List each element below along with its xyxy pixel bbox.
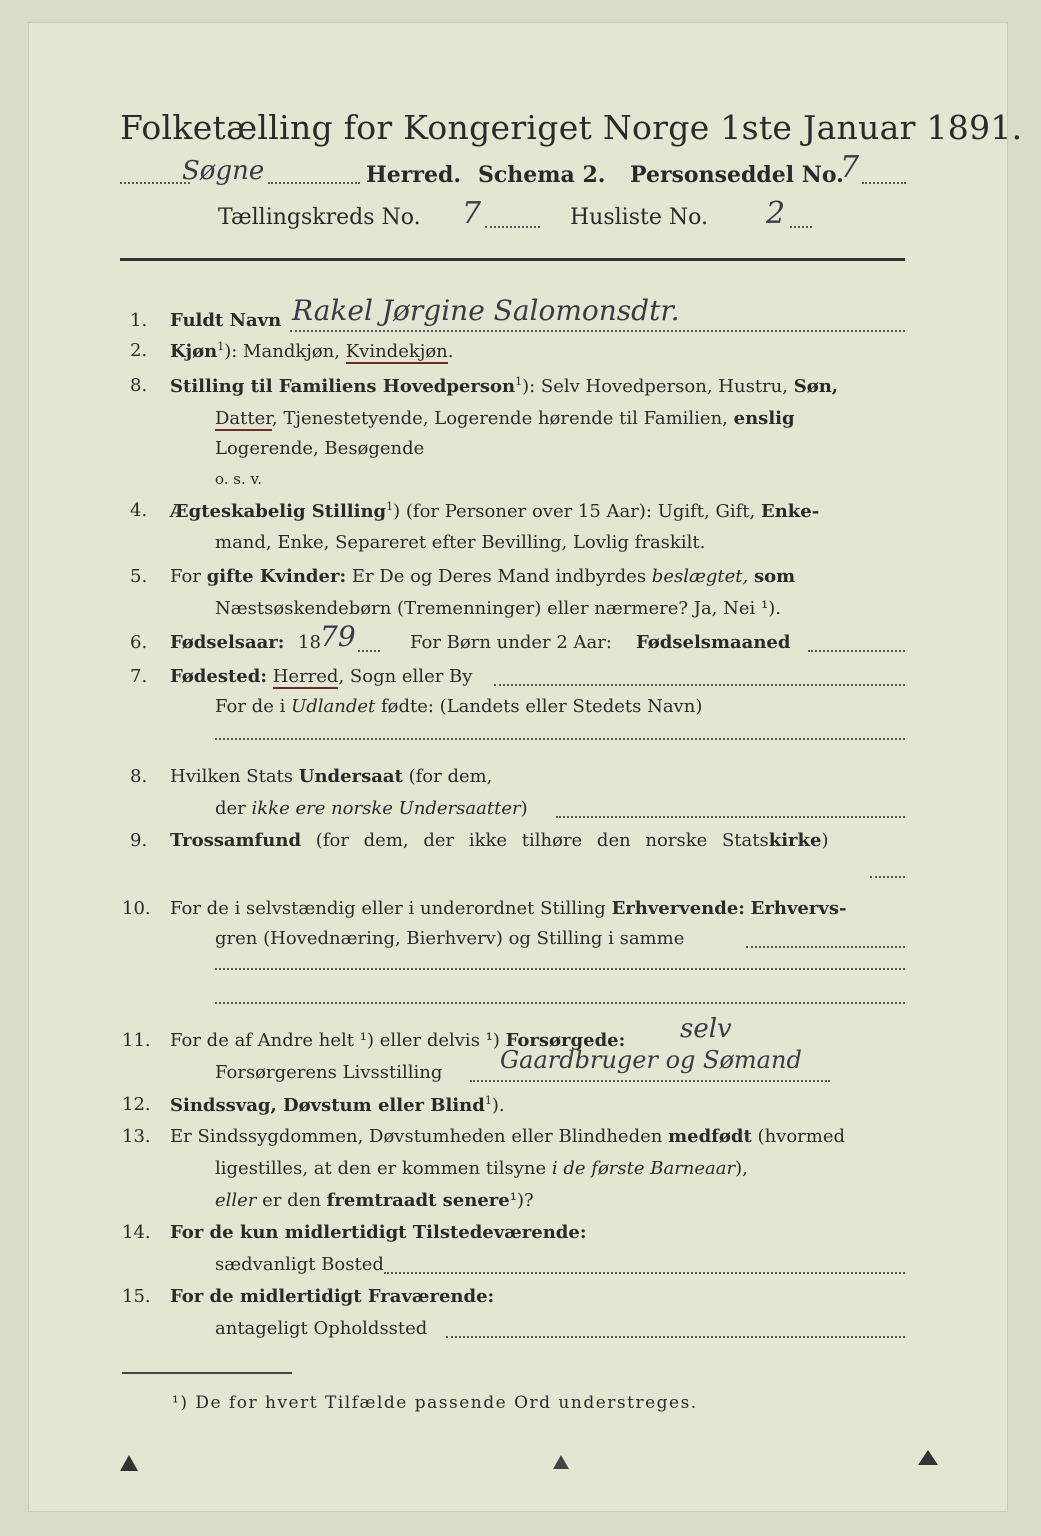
q6-dots-month bbox=[808, 650, 905, 652]
q3-enslig: enslig bbox=[733, 408, 795, 429]
q5-for: For bbox=[170, 566, 201, 587]
personseddel-number: 7 bbox=[840, 150, 860, 185]
q2-label: Kjøn bbox=[170, 341, 218, 362]
q12-line: Sindssvag, Døvstum eller Blind$^1$). bbox=[170, 1094, 505, 1116]
tellingskreds-number: 7 bbox=[462, 196, 482, 231]
q6-label: Fødselsaar: bbox=[170, 632, 285, 653]
q13-fremtraadt: fremtraadt senere bbox=[326, 1190, 510, 1211]
q3-line3: Logerende, Besøgende bbox=[215, 438, 425, 459]
header-rule bbox=[120, 258, 905, 261]
q13-close3: ¹)? bbox=[509, 1190, 534, 1211]
q7-number: 7. bbox=[130, 666, 148, 687]
q7-line1 bbox=[170, 666, 472, 687]
q14-line1: For de kun midlertidigt Tilstedeværende: bbox=[170, 1222, 587, 1243]
q8-text1a: Hvilken Stats bbox=[170, 766, 294, 787]
q4-text1: ) (for Personer over 15 Aar): Ugift, Gift, bbox=[393, 501, 756, 522]
herred-label: Herred. bbox=[366, 162, 462, 188]
q3-line1: Stilling til Familiens Hovedperson$^1$): Selv Hovedperson, Hustru, Søn, bbox=[170, 375, 839, 397]
q5-gifte: gifte Kvinder: bbox=[206, 566, 347, 587]
q7-line2 bbox=[215, 696, 702, 717]
q13-close2: ), bbox=[735, 1158, 748, 1179]
q13-text1: Er Sindssygdommen, Døvstumheden eller Blindheden bbox=[170, 1126, 663, 1147]
form-title: Folketælling for Kongeriget Norge 1ste Januar 1891. bbox=[120, 108, 1023, 147]
q11-answer-livsstilling: Gaardbruger og Sømand bbox=[500, 1046, 802, 1074]
q7-text: , Sogn eller By bbox=[338, 666, 473, 687]
q11-line2: Forsørgerens Livsstilling bbox=[215, 1062, 443, 1083]
q4-line2: mand, Enke, Separeret efter Bevilling, Lovlig fraskilt. bbox=[215, 532, 706, 553]
q11-answer-forsorgede: selv bbox=[680, 1014, 732, 1044]
q7-udlandet: Udlandet bbox=[291, 696, 376, 717]
q9-text: (for dem, der ikke tilhøre den norske Stats bbox=[315, 830, 769, 851]
q6-number: 6. bbox=[130, 632, 148, 653]
q6-maaned: Fødselsmaaned bbox=[636, 632, 791, 653]
q3-text1: ): Selv Hovedperson, Hustru, bbox=[522, 376, 788, 397]
q13-medfodt: medfødt bbox=[668, 1126, 752, 1147]
q1-label: Fuldt Navn bbox=[170, 310, 282, 331]
q10-text1: For de i selvstændig eller i underordnet Stilling bbox=[170, 898, 606, 919]
q8-ikke-ere: ikke ere norske Undersaatter bbox=[251, 798, 521, 819]
q12-label: Sindssvag, Døvstum eller Blind bbox=[170, 1095, 485, 1116]
q13-er-den: er den bbox=[262, 1190, 321, 1211]
q11-forsorgede: Forsørgede: bbox=[505, 1030, 626, 1051]
q4-enke: Enke- bbox=[760, 501, 820, 522]
personseddel-dots bbox=[862, 182, 906, 184]
q7-dots bbox=[494, 684, 905, 686]
q4-label: Ægteskabelig Stilling bbox=[170, 501, 387, 522]
q1-dots bbox=[290, 330, 905, 332]
registration-mark-center bbox=[553, 1455, 569, 1469]
personseddel-label: Personseddel No. bbox=[630, 162, 844, 188]
husliste-number: 2 bbox=[766, 196, 786, 231]
q11-text1: For de af Andre helt ¹) eller delvis ¹) bbox=[170, 1030, 500, 1051]
q10-erhvervende: Erhvervende: bbox=[611, 898, 745, 919]
q10-dots-2 bbox=[215, 968, 905, 970]
q8-number: 8. bbox=[130, 766, 148, 787]
q14-number: 14. bbox=[122, 1222, 151, 1243]
q8-der: der bbox=[215, 798, 246, 819]
q9-close: ) bbox=[821, 830, 829, 851]
q6-text: For Børn under 2 Aar: bbox=[410, 632, 612, 653]
q3-number: 8. bbox=[130, 375, 148, 396]
q10-line2: gren (Hovednæring, Bierhverv) og Stilling i samme bbox=[215, 928, 685, 949]
q7-dots-2 bbox=[215, 738, 905, 740]
q12-number: 12. bbox=[122, 1094, 151, 1115]
q11-dots bbox=[470, 1080, 830, 1082]
q14-dots bbox=[384, 1272, 905, 1274]
q10-dots-3 bbox=[215, 1002, 905, 1004]
q2-line bbox=[170, 340, 454, 362]
q13-hvormed: (hvormed bbox=[757, 1126, 846, 1147]
q2-text-a: ): Mandkjøn, bbox=[224, 341, 340, 362]
q8-line2 bbox=[215, 798, 528, 819]
q5-number: 5. bbox=[130, 566, 148, 587]
q1-number: 1. bbox=[130, 310, 148, 331]
q13-line3 bbox=[215, 1190, 534, 1211]
q7-label: Fødested: bbox=[170, 666, 267, 687]
husliste-label: Husliste No. bbox=[570, 205, 708, 230]
q3-line2 bbox=[215, 408, 795, 429]
q9-kirke: kirke bbox=[768, 830, 822, 851]
q8-line1 bbox=[170, 766, 492, 787]
herred-dots-left bbox=[120, 182, 190, 184]
q2-number: 2. bbox=[130, 340, 148, 361]
q10-erhvervs: Erhvervs- bbox=[750, 898, 847, 919]
q13-eller: eller bbox=[215, 1190, 257, 1211]
q3-son: Søn, bbox=[793, 376, 839, 397]
q7-herred-underlined: Herred bbox=[272, 666, 339, 687]
q15-line1: For de midlertidigt Fraværende: bbox=[170, 1286, 495, 1307]
q3-datter-underlined: Datter bbox=[215, 408, 272, 429]
q13-text2: ligestilles, at den er kommen tilsyne bbox=[215, 1158, 547, 1179]
q5-som: som bbox=[753, 566, 796, 587]
footnote: ¹) De for hvert Tilfælde passende Ord understreges. bbox=[172, 1393, 698, 1413]
q4-line1: Ægteskabelig Stilling$^1$) (for Personer over 15 Aar): Ugift, Gift, Enke- bbox=[170, 500, 820, 522]
q7-for-de-i: For de i bbox=[215, 696, 286, 717]
q8-dots bbox=[556, 816, 905, 818]
q10-line1 bbox=[170, 898, 846, 919]
q8-undersaat: Undersaat bbox=[298, 766, 403, 787]
q6-dots-year bbox=[358, 650, 380, 652]
q6-answer-birth-year: 79 bbox=[320, 620, 356, 653]
tellingskreds-label: Tællingskreds No. bbox=[218, 205, 421, 230]
q13-barneaar: i de første Barneaar bbox=[551, 1158, 736, 1179]
husliste-dots bbox=[790, 226, 812, 228]
q4-number: 4. bbox=[130, 500, 148, 521]
q15-number: 15. bbox=[122, 1286, 151, 1307]
q7-text2: fødte: (Landets eller Stedets Navn) bbox=[380, 696, 703, 717]
q5-line1 bbox=[170, 566, 795, 587]
q3-text2: , Tjenestetyende, Logerende hørende til Familien, bbox=[271, 408, 728, 429]
q15-dots bbox=[446, 1336, 905, 1338]
q2-text-c: . bbox=[447, 341, 454, 362]
tellingskreds-dots bbox=[485, 226, 540, 228]
q2-kvindekjon-underlined: Kvindekjøn bbox=[345, 341, 448, 362]
q3-line4: o. s. v. bbox=[215, 470, 262, 488]
q5-beslaegtet: beslægtet, bbox=[651, 566, 749, 587]
q8-close: ) bbox=[520, 798, 528, 819]
q10-dots-1 bbox=[746, 946, 905, 948]
q13-number: 13. bbox=[122, 1126, 151, 1147]
q9-label: Trossamfund bbox=[170, 830, 302, 851]
q15-line2: antageligt Opholdssted bbox=[215, 1318, 428, 1339]
footnote-rule bbox=[122, 1372, 292, 1374]
q1-answer-full-name: Rakel Jørgine Salomonsdtr. bbox=[292, 294, 680, 327]
q9-dots bbox=[870, 876, 905, 878]
q3-label: Stilling til Familiens Hovedperson bbox=[170, 376, 516, 397]
q5-line2: Næstsøskendebørn (Tremenninger) eller nærmere? Ja, Nei ¹). bbox=[215, 598, 781, 619]
q14-line2: sædvanligt Bosted bbox=[215, 1254, 384, 1275]
q9-number: 9. bbox=[130, 830, 148, 851]
q2-sup: 1 bbox=[217, 340, 225, 353]
q11-number: 11. bbox=[122, 1030, 151, 1051]
registration-mark-left bbox=[120, 1455, 138, 1471]
q6-prefix: 18 bbox=[298, 632, 321, 653]
q13-line2 bbox=[215, 1158, 748, 1179]
q13-line1 bbox=[170, 1126, 845, 1147]
schema-label: Schema 2. bbox=[478, 162, 606, 188]
q5-text1: Er De og Deres Mand indbyrdes bbox=[351, 566, 647, 587]
q9-line bbox=[170, 830, 829, 851]
herred-dots-right bbox=[268, 182, 360, 184]
q12-close: ). bbox=[491, 1095, 505, 1116]
herred-name: Søgne bbox=[182, 156, 265, 186]
q10-number: 10. bbox=[122, 898, 151, 919]
q8-text1b: (for dem, bbox=[408, 766, 493, 787]
registration-mark-right bbox=[918, 1450, 938, 1465]
